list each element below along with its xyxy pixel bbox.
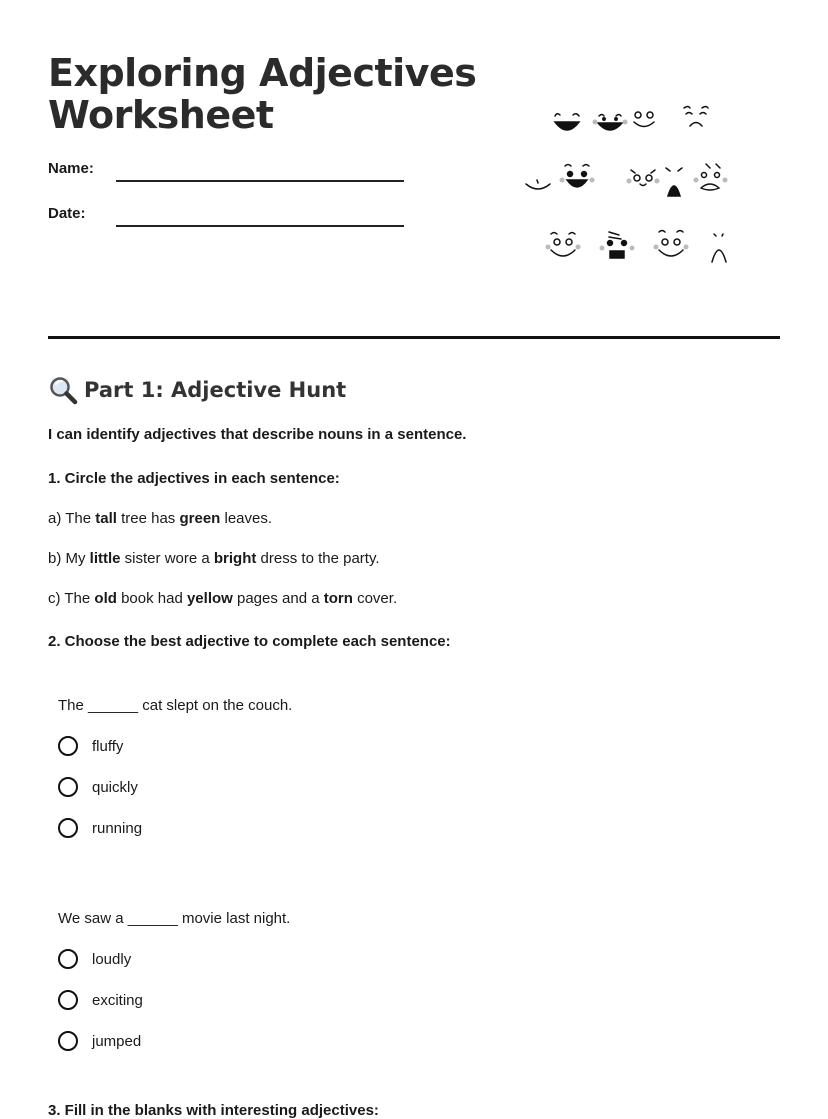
radio-button[interactable]: [58, 990, 78, 1010]
radio-button[interactable]: [58, 736, 78, 756]
option-loudly[interactable]: [58, 947, 290, 971]
adjective: old: [94, 590, 117, 607]
learning-objective: I can identify adjectives that describe nouns in a sentence.: [48, 426, 467, 443]
q1-sentence-c: c) The old book had yellow pages and a torn cover.: [48, 590, 398, 607]
date-field: [48, 205, 408, 235]
name-field: [48, 160, 408, 190]
worried-face-icon: [684, 107, 708, 127]
option-quickly[interactable]: [58, 775, 292, 799]
adjective: tall: [95, 510, 117, 527]
part1-heading: [48, 374, 346, 406]
sad-face-icon: [712, 234, 726, 262]
adjective: green: [179, 510, 221, 527]
option-label: exciting: [92, 991, 143, 1009]
option-fluffy[interactable]: [58, 734, 292, 758]
date-label: Date:: [48, 205, 86, 222]
magnifying-glass-icon: [48, 375, 78, 405]
happy-face-icon: [627, 170, 660, 186]
q1-sentence-b: b) My little sister wore a bright dress to the party.: [48, 550, 380, 567]
adjective: little: [89, 550, 121, 567]
content-face-icon: [526, 180, 550, 189]
q1-sentence-a: a) The tall tree has green leaves.: [48, 510, 273, 527]
option-label: quickly: [92, 778, 138, 796]
option-exciting[interactable]: [58, 988, 290, 1012]
adjective: torn: [323, 590, 353, 607]
q1-instruction: 1. Circle the adjectives in each sentence:: [48, 470, 340, 487]
q2-item-1-prompt: The ______ cat slept on the couch.: [58, 697, 293, 714]
q2-item-2-prompt: We saw a ______ movie last night.: [58, 910, 291, 927]
crying-face-icon: [666, 168, 682, 196]
excited-face-icon: [560, 165, 595, 188]
worksheet-title: Exploring Adjectives Worksheet: [48, 51, 477, 137]
option-running[interactable]: [58, 816, 292, 840]
laughing-face-icon: [555, 114, 579, 130]
smiling-face-icon: [634, 112, 654, 127]
part1-title: Part 1: Adjective Hunt: [84, 378, 347, 402]
q3-instruction: 3. Fill in the blanks with interesting adjectives:: [48, 1102, 379, 1119]
option-jumped[interactable]: [58, 1029, 290, 1053]
q2-item-1: [58, 695, 292, 840]
date-line: [116, 225, 404, 227]
option-label: fluffy: [92, 737, 124, 755]
cheerful-face-icon: [546, 233, 581, 257]
q2-instruction: 2. Choose the best adjective to complete each sentence:: [48, 633, 451, 650]
grinning-face-icon: [593, 115, 628, 131]
adjective: bright: [213, 550, 257, 567]
radio-button[interactable]: [58, 777, 78, 797]
radio-button[interactable]: [58, 818, 78, 838]
section-divider: [48, 336, 780, 339]
shouting-face-icon: [600, 232, 635, 258]
option-label: running: [92, 819, 143, 837]
name-line: [116, 180, 404, 182]
emotion-faces-icon: [520, 100, 740, 270]
radio-button[interactable]: [58, 1031, 78, 1051]
name-label: Name:: [48, 160, 94, 177]
option-label: loudly: [92, 950, 132, 968]
adjective: yellow: [186, 590, 233, 607]
anxious-face-icon: [694, 164, 728, 190]
radio-button[interactable]: [58, 949, 78, 969]
q2-item-2: [58, 908, 290, 1053]
option-label: jumped: [92, 1032, 142, 1050]
glad-face-icon: [654, 231, 689, 257]
